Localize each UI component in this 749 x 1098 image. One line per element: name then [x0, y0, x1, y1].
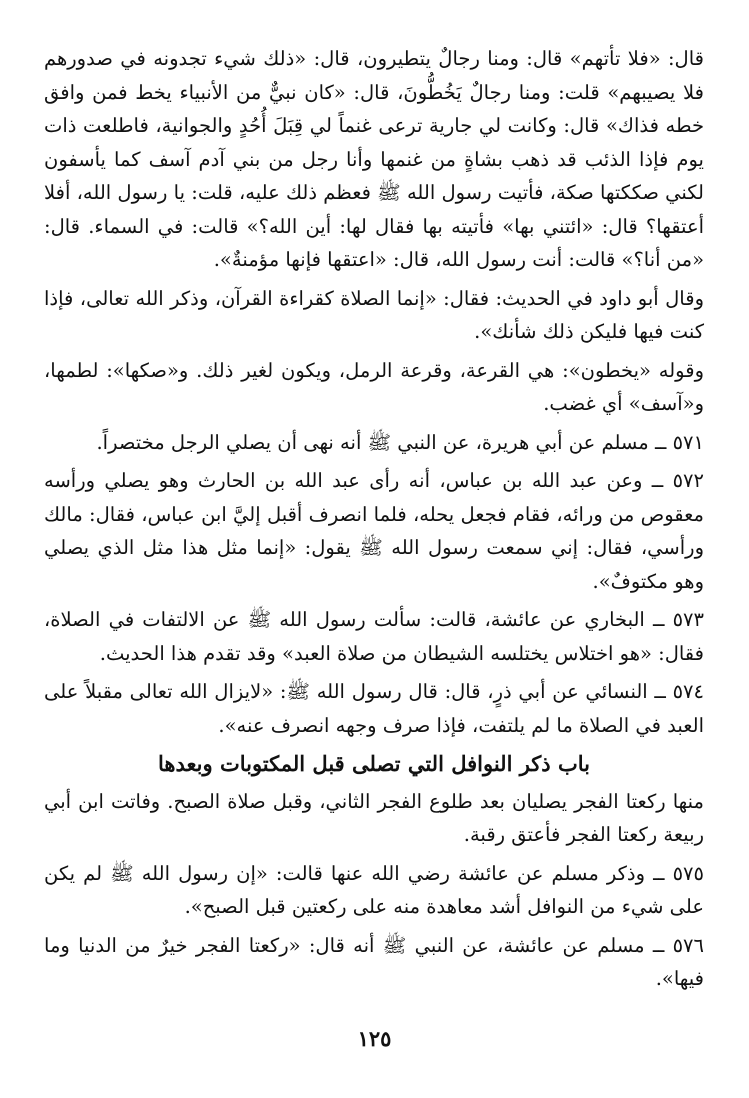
hadith-572: ٥٧٢ ــ وعن عبد الله بن عباس، أنه رأى عبد الله بن الحارث وهو يصلي ورأسه معقوص من ورائه، فقام فجعل يحله، فلما انصرف أقبل إليَّ ابن عباس، فقال: مالك ورأسي، فقال: إني سمعت رسول الله ﷺ يقول: «إنما مثل هذا مثل الذي يصلي وهو مكتوفٌ». — [44, 469, 704, 593]
hadith-574: ٥٧٤ ــ النسائي عن أبي ذرٍ، قال: قال رسول الله ﷺ: «لايزال الله تعالى مقبلاً على العبد في الصلاة ما لم يلتفت، فإذا صرف وجهه انصرف عنه». — [44, 680, 704, 737]
paragraph-fajr-intro: منها ركعتا الفجر يصليان بعد طلوع الفجر الثاني، وقبل صلاة الصبح. وفاتت ابن أبي ربيعة ركعتا الفجر فأعتق رقبة. — [44, 789, 704, 846]
hadith-573: ٥٧٣ ــ البخاري عن عائشة، قالت: سألت رسول الله ﷺ عن الالتفات في الصلاة، فقال: «هو اختلاس يختلسه الشيطان من صلاة العبد» وقد تقدم هذا الحديث. — [44, 608, 704, 665]
hadith-575: ٥٧٥ ــ وذكر مسلم عن عائشة رضي الله عنها قالت: «إن رسول الله ﷺ لم يكن على شيء من النوافل أشد معاهدة منه على ركعتين قبل الصبح». — [44, 861, 704, 918]
page-body — [44, 42, 704, 1001]
paragraph-glossary: وقوله «يخطون»: هي القرعة، وقرعة الرمل، ويكون لغير ذلك. و«صكها»: لطمها، و«آسف» أي غضب. — [44, 358, 704, 415]
hadith-576: ٥٧٦ ــ مسلم عن عائشة، عن النبي ﷺ أنه قال: «ركعتا الفجر خيرٌ من الدنيا وما فيها». — [44, 933, 704, 990]
paragraph-abu-dawud: وقال أبو داود في الحديث: فقال: «إنما الصلاة كقراءة القرآن، وذكر الله تعالى، فإذا كنت فيها فليكن ذلك شأنك». — [44, 286, 704, 343]
chapter-heading: باب ذكر النوافل التي تصلى قبل المكتوبات وبعدها — [158, 751, 590, 776]
paragraph-hadith-jariya: قال: «فلا تأتهم» قال: ومنا رجالٌ يتطيرون، قال: «ذلك شيء تجدونه في صدورهم فلا يصيبهم» قلت: ومنا رجالٌ يَخُطُّونَ، قال: «كان نبيٌّ من الأنبياء يخط فمن وافق خطه فذاك» قال: وكانت لي جارية ترعى غنماً لي قِبَلَ أُحُدٍ والجوانية، فاطلعت ذات يوم فإذا الذئب قد ذهب بشاةٍ من غنمها وأنا رجل من بني آدم آسف كما يأسفون لكني صككتها صكة، فأتيت رسول الله ﷺ فعظم ذلك عليه، قلت: يا رسول الله، أفلا أعتقها؟ قال: «ائتني بها» فأتيته بها فقال لها: أين الله؟» قالت: في السماء. قال: «من أنا؟» قالت: أنت رسول الله، قال: «اعتقها فإنها مؤمنةٌ». — [44, 47, 704, 271]
page-number: ١٢٥ — [357, 1026, 392, 1051]
hadith-571: ٥٧١ ــ مسلم عن أبي هريرة، عن النبي ﷺ أنه نهى أن يصلي الرجل مختصراً. — [96, 430, 704, 454]
